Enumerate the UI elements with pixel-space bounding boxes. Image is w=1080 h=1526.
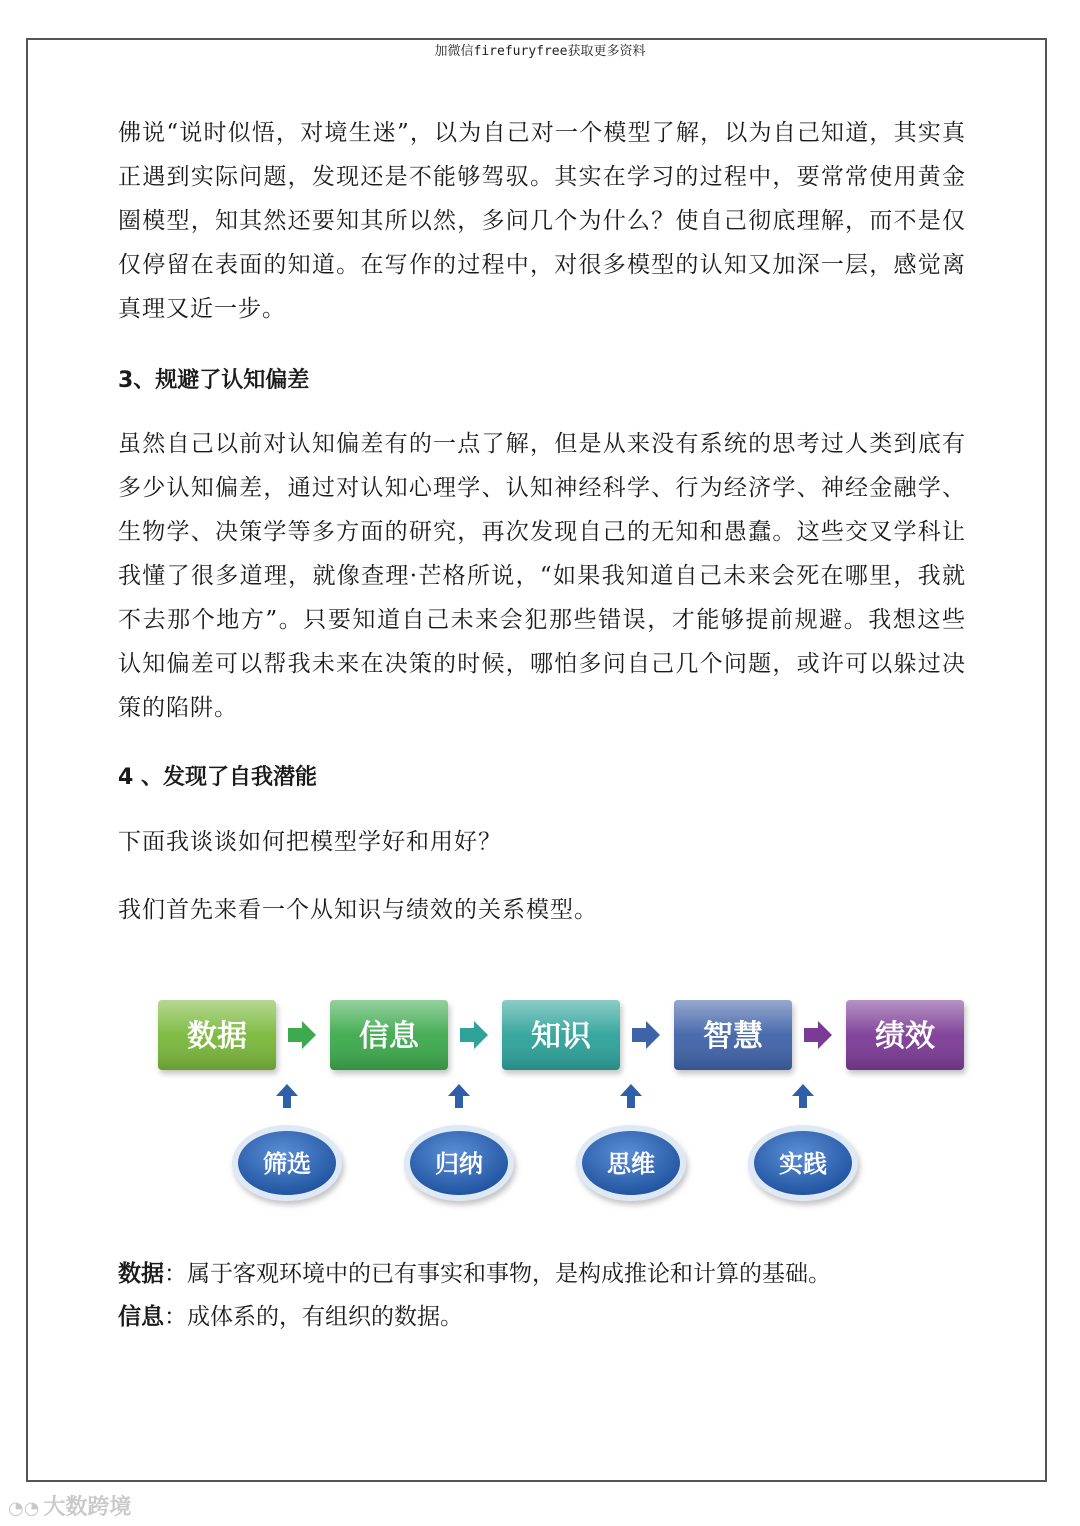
definition-information	[118, 1298, 463, 1331]
definition-term: 信息	[118, 1304, 164, 1330]
up-arrow	[276, 1084, 298, 1108]
action-oval	[576, 1084, 686, 1201]
flow-arrow	[288, 1021, 316, 1049]
definition-text: 属于客观环境中的已有事实和事物，是构成推论和计算的基础。	[187, 1261, 831, 1287]
stage-box	[674, 1000, 792, 1070]
stage-box	[502, 1000, 620, 1070]
definition-sep: ：	[164, 1304, 187, 1330]
up-arrow	[448, 1084, 470, 1108]
paragraph-1: 佛说“说时似悟，对境生迷”，以为自己对一个模型了解，以为自己知道，其实真正遇到实际问题，发现还是不能够驾驭。其实在学习的过程中，要常常使用黄金圈模型，知其然还要知其所以然，多问几个为什么？使自己彻底理解，而不是仅仅停留在表面的知道。在写作的过程中，对很多模型的认知又加深一层，感觉离真理又近一步。	[118, 120, 966, 322]
stage-label: 信息	[359, 1019, 419, 1054]
knowledge-performance-diagram	[150, 990, 980, 1230]
heading-4: 4 、发现了自我潜能	[118, 765, 317, 790]
heading-3: 3、规避了认知偏差	[118, 368, 310, 393]
action-oval	[748, 1084, 858, 1201]
watermark-logo-icon: ◔◔	[8, 1498, 40, 1519]
header-note: 加微信firefuryfree获取更多资料	[434, 44, 646, 59]
flow-arrow	[804, 1021, 832, 1049]
watermark	[8, 1490, 131, 1521]
action-label: 思维	[607, 1150, 655, 1178]
definition-data	[118, 1255, 831, 1288]
stage-box	[158, 1000, 276, 1070]
line-1: 下面我谈谈如何把模型学好和用好？	[118, 829, 502, 855]
watermark-text: 大数跨境	[43, 1495, 132, 1520]
stage-label: 绩效	[875, 1019, 935, 1054]
up-arrow	[792, 1084, 814, 1108]
paragraph-2: 虽然自己以前对认知偏差有的一点了解，但是从来没有系统的思考过人类到底有多少认知偏差，通过对认知心理学、认知神经科学、行为经济学、神经金融学、生物学、决策学等多方面的研究，再次发现自己的无知和愚蠢。这些交叉学科让我懂了很多道理，就像查理·芒格所说，“如果我知道自己未来会死在哪里，我就不去那个地方”。只要知道自己未来会犯那些错误，才能够提前规避。我想这些认知偏差可以帮我未来在决策的时候，哪怕多问自己几个问题，或许可以躲过决策的陷阱。	[118, 431, 966, 721]
stage-box	[846, 1000, 964, 1070]
action-oval	[404, 1084, 514, 1201]
line-2: 我们首先来看一个从知识与绩效的关系模型。	[118, 897, 598, 923]
definition-text: 成体系的，有组织的数据。	[187, 1304, 463, 1330]
stage-label: 知识	[531, 1019, 591, 1054]
action-label: 筛选	[263, 1150, 311, 1178]
stage-label: 数据	[187, 1019, 247, 1054]
stage-box	[330, 1000, 448, 1070]
action-oval	[232, 1084, 342, 1201]
definition-sep: ：	[164, 1261, 187, 1287]
stage-label: 智慧	[703, 1019, 763, 1054]
action-label: 归纳	[435, 1150, 483, 1178]
flow-arrow	[632, 1021, 660, 1049]
up-arrow	[620, 1084, 642, 1108]
action-label: 实践	[779, 1150, 827, 1178]
definition-term: 数据	[118, 1261, 164, 1287]
flow-arrow	[460, 1021, 488, 1049]
